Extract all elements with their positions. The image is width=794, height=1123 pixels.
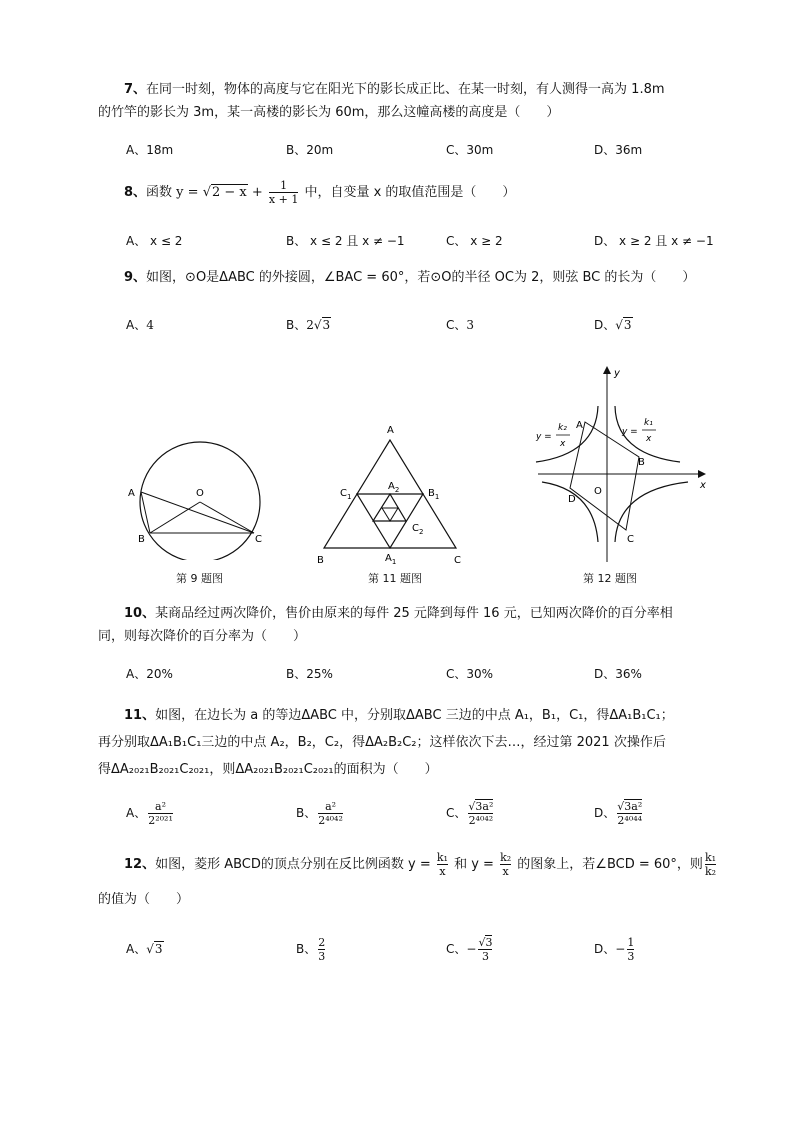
q9-text: 如图，⊙O是ΔABC 的外接圆，∠BAC = 60°，若⊙O的半径 OC为 2，则弦 BC 的长为（ ） <box>146 270 696 285</box>
q12-f1 <box>437 851 448 878</box>
label-b: B <box>138 534 145 545</box>
q12-option-a-radicand: 3 <box>154 942 163 956</box>
q10-option-d[interactable]: D、36% <box>594 667 642 681</box>
q12-option-b-prefix: B、 <box>296 942 317 956</box>
q12-option-d-num: 1 <box>627 936 635 949</box>
q11-text-1: 如图，在边长为 a 的等边ΔABC 中，分别取ΔABC 三边的中点 A₁，B₁，C₁，得ΔA₁B₁C₁； <box>155 708 674 723</box>
q11-option-c-frac: $\frac{\text{√3a²}}{\text{2⁴⁰⁴²}}$ <box>468 800 494 827</box>
q7-line1 <box>124 80 665 100</box>
y-axis-arrow <box>603 366 611 374</box>
label-y: y <box>614 368 620 379</box>
right-func-num: k₁ <box>644 418 653 428</box>
segment-oc <box>200 502 254 533</box>
q10-text-1: 某商品经过两次降价，售价由原来的每件 25 元降到每件 16 元，已知两次降价的百分率相 <box>155 606 673 621</box>
q9-line <box>124 268 695 288</box>
q9-option-b-radicand: 3 <box>322 318 331 332</box>
q12-ratio-num: k₁ <box>704 851 717 864</box>
label-b: B <box>638 457 645 468</box>
q9-option-b[interactable]: B、2√3 <box>286 318 331 332</box>
q8-plus: + <box>247 185 267 200</box>
q12-f1-num: k₁ <box>436 851 448 864</box>
label-o: O <box>196 488 204 499</box>
figure-9 <box>120 430 270 560</box>
label-a: A <box>128 488 135 499</box>
label-d: D <box>568 494 576 505</box>
right-func-y: y = <box>622 427 638 437</box>
q9-option-c-value: 3 <box>466 318 475 332</box>
q12-option-c-radicand: 3 <box>485 936 493 949</box>
q9-option-d-prefix: D、 <box>594 318 616 332</box>
q11-option-d-prefix: D、 <box>594 806 616 820</box>
q12-option-b[interactable] <box>296 932 327 966</box>
q12-line1 <box>124 848 718 882</box>
right-func-den: x <box>646 434 652 444</box>
q9-option-b-prefix: B、 <box>286 318 307 332</box>
left-func-y: y = <box>536 432 552 442</box>
q10-text-2: 同，则每次降价的百分率为（ ） <box>98 629 307 644</box>
q9-option-c[interactable] <box>446 315 474 335</box>
q7-option-d[interactable]: D、36m <box>594 143 643 157</box>
q11-option-b[interactable] <box>296 796 345 830</box>
q12-option-b-den: 3 <box>318 950 326 963</box>
q8-option-a[interactable]: A、 x ≤ 2 <box>126 234 183 248</box>
q8-frac-den: x + 1 <box>268 193 299 206</box>
q8-suffix: 中，自变量 x 的取值范围是（ ） <box>300 185 516 200</box>
q12-option-b-frac <box>318 936 325 963</box>
q12-number: 12、 <box>124 857 156 872</box>
q7-text-1: 在同一时刻，物体的高度与它在阳光下的影长成正比、在某一时刻，有人测得一高为 1.8m <box>146 82 665 97</box>
q8-number: 8、 <box>124 185 147 200</box>
q12-mid: 和 y = <box>449 857 499 872</box>
q7-option-c[interactable]: C、30m <box>446 143 494 157</box>
q12-option-c[interactable] <box>446 932 494 966</box>
q7-text-2: 的竹竿的影长为 3m，某一高楼的影长为 60m，那么这幢高楼的高度是（ ） <box>98 105 560 120</box>
q7-number: 7、 <box>124 82 147 97</box>
q9-option-a[interactable] <box>126 315 154 335</box>
q8-frac-num: 1 <box>280 179 288 192</box>
q11-option-d[interactable] <box>594 796 644 830</box>
q9-option-a-prefix: A、 <box>126 318 147 332</box>
figure-11-caption: 第 11 题图 <box>368 572 422 585</box>
q11-number: 11、 <box>124 708 156 723</box>
q12-post: 的图象上，若∠BCD = 60°，则 <box>513 857 703 872</box>
figure-11 <box>312 420 472 570</box>
label-a1: $A_1$ <box>385 553 397 566</box>
q11-text-2: 再分别取ΔA₁B₁C₁三边的中点 A₂，B₂，C₂，得ΔA₂B₂C₂；这样依次下去…，经过第 2021 次操作后 <box>98 735 666 750</box>
q9-option-d[interactable]: D、√3 <box>594 318 632 332</box>
q12-option-a[interactable]: A、√3 <box>126 942 163 956</box>
label-a: A <box>576 420 583 431</box>
label-o: O <box>594 486 602 497</box>
q12-option-d-frac <box>627 936 634 963</box>
q7-option-a[interactable]: A、18m <box>126 143 174 157</box>
q10-number: 10、 <box>124 606 156 621</box>
q9-option-c-prefix: C、 <box>446 318 467 332</box>
figure-9-caption: 第 9 题图 <box>176 572 223 585</box>
q9-option-a-value: 4 <box>146 318 154 332</box>
q12-option-c-sign: − <box>466 942 477 956</box>
triangle-a3b3c3 <box>382 508 398 521</box>
label-b: B <box>317 555 324 566</box>
q12-option-d-den: 3 <box>627 950 635 963</box>
label-c1: $C_1$ <box>340 488 352 501</box>
q12-option-a-prefix: A、 <box>126 942 147 956</box>
label-c: C <box>255 534 262 545</box>
q12-ratio <box>705 851 716 878</box>
q10-option-b[interactable]: B、25% <box>286 667 333 681</box>
left-func-num: k₂ <box>558 423 567 433</box>
q11-option-b-frac <box>318 800 343 827</box>
q11-option-d-frac: $\frac{\text{√3a²}}{\text{2⁴⁰⁴⁴}}$ <box>617 800 643 827</box>
q11-option-d-den: 2⁴⁰⁴⁴ <box>617 814 643 827</box>
q12-f2-num: k₂ <box>500 851 512 864</box>
q10-option-a[interactable]: A、20% <box>126 667 173 681</box>
q8-sqrt-body: 2 − x <box>211 185 247 200</box>
q11-option-a-prefix: A、 <box>126 806 147 820</box>
label-x: x <box>700 480 706 491</box>
q8-option-d[interactable]: D、 x ≥ 2 且 x ≠ −1 <box>594 234 714 248</box>
label-c: C <box>454 555 461 566</box>
q11-option-a-frac <box>148 800 173 827</box>
q11-text-3: 得ΔA₂₀₂₁B₂₀₂₁C₂₀₂₁，则ΔA₂₀₂₁B₂₀₂₁C₂₀₂₁的面积为（ ） <box>98 762 438 777</box>
q9-option-d-radicand: 3 <box>623 318 632 332</box>
q12-f1-den: x <box>437 864 448 878</box>
curve-q4 <box>615 482 688 542</box>
segment-ob <box>150 502 200 533</box>
q8-prefix: 函数 y = <box>146 185 203 200</box>
q8-option-b[interactable]: B、 x ≤ 2 且 x ≠ −1 <box>286 234 405 248</box>
q12-f2 <box>500 851 511 878</box>
q11-option-b-num: a² <box>325 800 337 813</box>
q11-option-a-den: 2²⁰²¹ <box>148 814 173 827</box>
q12-option-b-num: 2 <box>318 936 326 949</box>
q12-text-2: 的值为（ ） <box>98 892 190 907</box>
q9-number: 9、 <box>124 270 147 285</box>
q7-option-b[interactable]: B、20m <box>286 143 334 157</box>
curve-q3 <box>542 482 598 542</box>
q11-option-c-den: 2⁴⁰⁴² <box>468 814 494 827</box>
q12-option-c-prefix: C、 <box>446 942 467 956</box>
rhombus-abcd <box>570 422 639 530</box>
q12-option-c-den: 3 <box>478 949 492 963</box>
q8-fraction <box>269 179 298 206</box>
q8-option-c[interactable]: C、 x ≥ 2 <box>446 234 503 248</box>
label-a2: $A_2$ <box>388 481 400 494</box>
q10-option-c[interactable]: C、30% <box>446 667 494 681</box>
q11-line1 <box>124 706 674 726</box>
label-a: A <box>387 425 394 436</box>
x-axis-arrow <box>698 470 706 478</box>
label-c2: $C_2$ <box>412 523 424 536</box>
figure-12 <box>528 362 713 572</box>
q12-option-c-frac: $\frac{√3}{3}$ <box>478 936 493 963</box>
q11-option-c-prefix: C、 <box>446 806 467 820</box>
q11-option-b-prefix: B、 <box>296 806 317 820</box>
q9-option-b-coef: 2 <box>306 318 314 332</box>
circumcircle <box>140 442 260 560</box>
q11-option-a-num: a² <box>155 800 167 813</box>
q12-pre: 如图，菱形 ABCD的顶点分别在反比例函数 y = <box>155 857 435 872</box>
q11-option-b-den: 2⁴⁰⁴² <box>318 814 343 827</box>
label-b1: $B_1$ <box>428 488 440 501</box>
q12-f2-den: x <box>500 864 511 878</box>
q11-option-d-num: 3a² <box>624 800 643 813</box>
q12-option-d-prefix: D、 <box>594 942 616 956</box>
label-c: C <box>627 534 634 545</box>
q12-option-d[interactable] <box>594 932 636 966</box>
left-func-den: x <box>560 439 566 449</box>
q8-line: 8、函数 y = √2 − x + $\frac{1}{x + 1}$ 中，自变量 x 的取值范围是（ ） <box>124 179 516 206</box>
q10-line1 <box>124 604 673 624</box>
q12-option-d-sign: − <box>615 942 626 956</box>
q11-option-c-num: 3a² <box>475 800 494 813</box>
q12-ratio-den: k₂ <box>704 865 717 878</box>
figure-12-caption: 第 12 题图 <box>583 572 637 585</box>
q11-option-a[interactable] <box>126 796 175 830</box>
q11-option-c[interactable] <box>446 796 495 830</box>
